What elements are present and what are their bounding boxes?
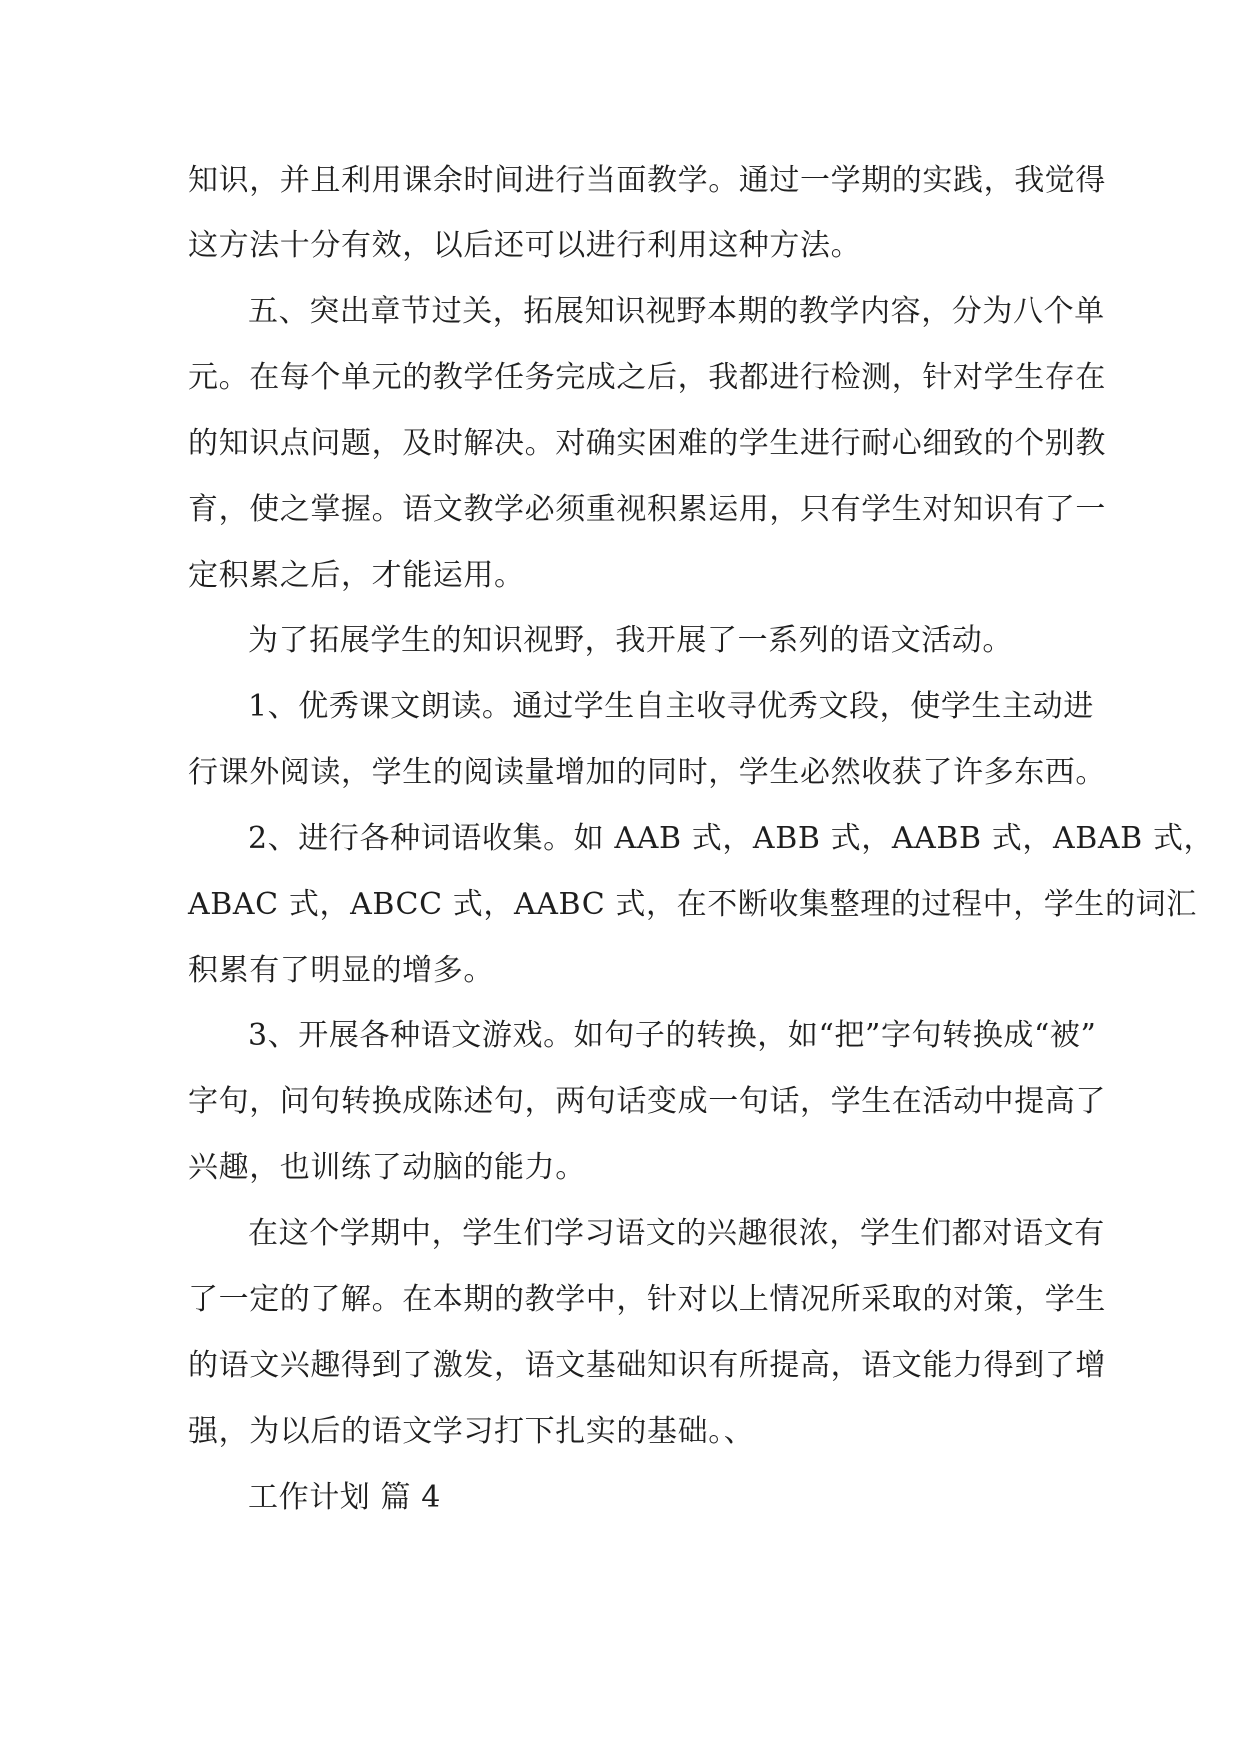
text-line: 知识，并且利用课余时间进行当面教学。通过一学期的实践，我觉得 [188,163,1106,198]
paragraph-heading: 五、突出章节过关，拓展知识视野本期的教学内容，分为八个单 [248,294,1105,329]
list-item: 2、进行各种词语收集。如 AAB 式，ABB 式，AABB 式，ABAB 式， [248,821,1215,856]
text-line: 这方法十分有效，以后还可以进行利用这种方法。 [188,228,862,263]
text-line: 的语文兴趣得到了激发，语文基础知识有所提高，语文能力得到了增 [188,1348,1106,1383]
text-line: 兴趣，也训练了动脑的能力。 [188,1150,586,1185]
text-line: 行课外阅读，学生的阅读量增加的同时，学生必然收获了许多东西。 [188,755,1106,790]
text-line: 积累有了明显的增多。 [188,953,494,988]
text-line: 强，为以后的语文学习打下扎实的基础。、 [188,1414,755,1449]
text-line: 在这个学期中，学生们学习语文的兴趣很浓，学生们都对语文有 [248,1216,1105,1251]
text-line: 为了拓展学生的知识视野，我开展了一系列的语文活动。 [248,623,1013,658]
list-item: 1、优秀课文朗读。通过学生自主收寻优秀文段，使学生主动进 [248,689,1094,724]
text-line: ABAC 式，ABCC 式，AABC 式，在不断收集整理的过程中，学生的词汇 [188,887,1197,922]
text-line: 的知识点问题，及时解决。对确实困难的学生进行耐心细致的个别教 [188,426,1106,461]
section-heading: 工作计划 篇 4 [248,1480,441,1515]
text-line: 了一定的了解。在本期的教学中，针对以上情况所采取的对策，学生 [188,1282,1106,1317]
text-line: 字句，问句转换成陈述句，两句话变成一句话，学生在活动中提高了 [188,1084,1106,1119]
text-line: 定积累之后，才能运用。 [188,558,525,593]
text-line: 育，使之掌握。语文教学必须重视积累运用，只有学生对知识有了一 [188,492,1106,527]
list-item: 3、开展各种语文游戏。如句子的转换，如“把”字句转换成“被” [248,1018,1097,1053]
text-line: 元。在每个单元的教学任务完成之后，我都进行检测，针对学生存在 [188,360,1106,395]
